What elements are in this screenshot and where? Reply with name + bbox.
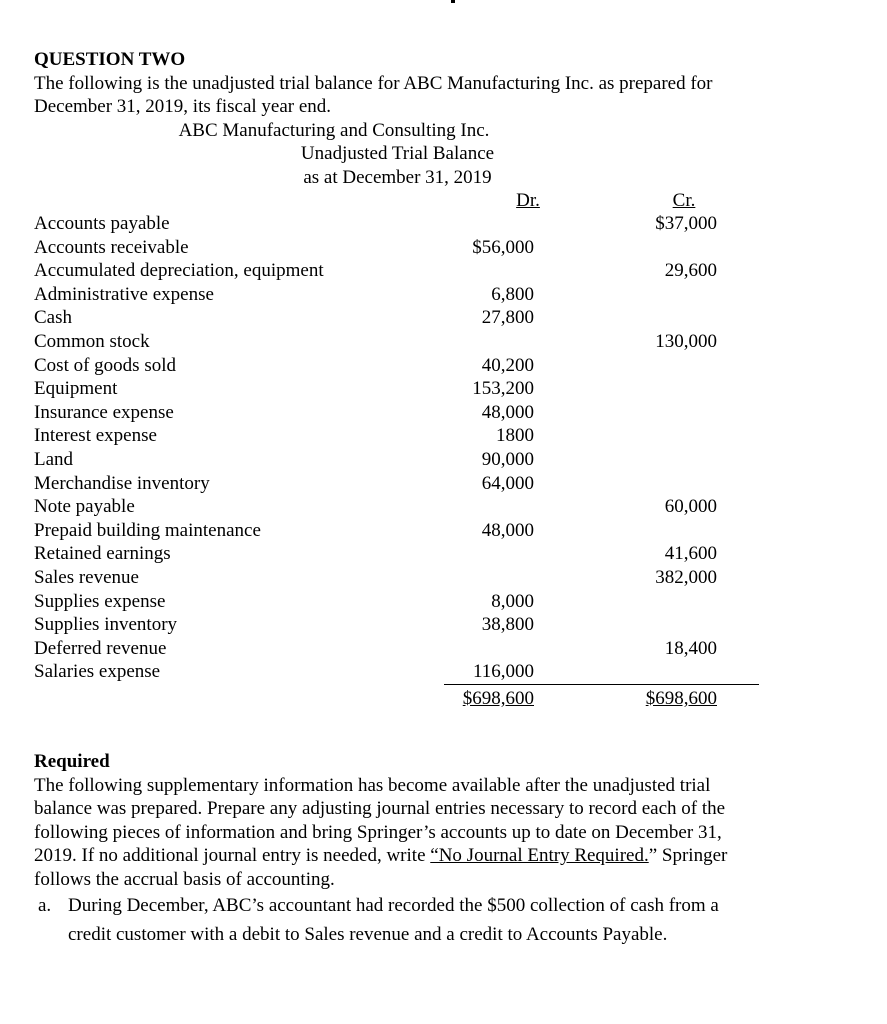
debit-amount: $56,000	[472, 236, 534, 258]
total-rule-line	[444, 684, 759, 685]
debit-amount: 153,200	[472, 378, 534, 400]
account-name: Deferred revenue	[34, 637, 167, 659]
debit-amount: 116,000	[472, 661, 534, 683]
question-title: QUESTION TWO	[34, 49, 186, 70]
account-name: Sales revenue	[34, 566, 139, 588]
document-page	[34, 48, 764, 949]
account-name: Prepaid building maintenance	[34, 519, 261, 541]
debit-amount: 6,800	[491, 283, 534, 305]
table-row	[34, 306, 764, 330]
page-artifact-mark	[451, 0, 455, 3]
account-name: Land	[34, 448, 74, 470]
account-name: Supplies inventory	[34, 614, 178, 636]
list-item	[34, 891, 764, 949]
table-row	[34, 377, 764, 401]
required-instructions	[34, 774, 764, 892]
table-header	[34, 189, 764, 212]
account-name: Equipment	[34, 378, 118, 400]
instructions-text: The following supplementary information has become available after the unadjusted trial balance was prepared. Prepare any adjusting journal entries necessary to record each of the following pieces of information and bring Springer’s accounts up to date on December 31, 2019. If no additional journal entry is needed, write	[34, 774, 726, 867]
account-name: Retained earnings	[34, 543, 171, 565]
credit-amount: 60,000	[664, 496, 717, 518]
table-row	[34, 212, 764, 236]
credit-amount: $37,000	[655, 213, 717, 234]
required-section	[34, 750, 764, 949]
debit-amount: 40,200	[481, 354, 534, 376]
table-body	[34, 212, 764, 685]
debit-amount: 27,800	[481, 307, 534, 329]
table-row	[34, 613, 764, 637]
required-heading: Required	[34, 751, 110, 773]
table-row	[34, 401, 764, 425]
credit-amount: 382,000	[655, 566, 717, 588]
table-row	[34, 637, 764, 661]
statement-title: Unadjusted Trial Balance	[300, 143, 495, 164]
account-name: Accounts payable	[34, 213, 170, 234]
table-row	[34, 472, 764, 496]
table-row	[34, 519, 764, 543]
account-name: Common stock	[34, 330, 150, 352]
debit-amount: 48,000	[481, 519, 534, 541]
item-text: During December, ABC’s accountant had recorded the $500 collection of cash from a credit customer with a debit to Sales revenue and a credit to Accounts Payable.	[68, 895, 719, 946]
item-label: a.	[38, 895, 52, 917]
no-entry-phrase: “No Journal Entry Required.	[430, 845, 649, 867]
account-name: Accumulated depreciation, equipment	[34, 260, 324, 282]
account-name: Supplies expense	[34, 590, 166, 612]
account-name: Insurance expense	[34, 401, 174, 423]
credit-amount: 130,000	[655, 330, 717, 352]
table-row	[34, 660, 764, 684]
question-intro: The following is the unadjusted trial balance for ABC Manufacturing Inc. as prepared for December 31, 2019, its fiscal year end.	[34, 72, 713, 117]
credit-column-header: Cr.	[672, 190, 696, 211]
totals-row	[34, 687, 764, 711]
credit-amount: 41,600	[664, 543, 717, 565]
total-debit: $698,600	[462, 687, 534, 709]
account-name: Accounts receivable	[34, 236, 189, 258]
account-name: Note payable	[34, 496, 135, 518]
account-name: Interest expense	[34, 425, 157, 447]
table-row	[34, 330, 764, 354]
credit-amount: 18,400	[664, 637, 717, 659]
account-name: Administrative expense	[34, 283, 214, 305]
statement-date: as at December 31, 2019	[303, 166, 492, 188]
table-row	[34, 236, 764, 260]
instructions-text-end: ” Springer follows the accrual basis of accounting.	[34, 845, 728, 890]
table-row	[34, 566, 764, 590]
total-credit: $698,600	[645, 687, 717, 709]
account-name: Cost of goods sold	[34, 354, 176, 376]
trial-balance-table	[34, 189, 764, 710]
debit-amount: 1800	[496, 425, 534, 447]
table-row	[34, 424, 764, 448]
table-row	[34, 354, 764, 378]
credit-amount: 29,600	[664, 260, 717, 282]
account-name: Salaries expense	[34, 661, 161, 683]
company-name: ABC Manufacturing and Consulting Inc.	[178, 119, 490, 141]
table-row	[34, 495, 764, 519]
table-row	[34, 590, 764, 614]
table-row	[34, 448, 764, 472]
debit-amount: 38,800	[481, 614, 534, 636]
debit-amount: 90,000	[481, 448, 534, 470]
account-name: Merchandise inventory	[34, 472, 210, 494]
debit-amount: 48,000	[481, 401, 534, 423]
table-row	[34, 542, 764, 566]
debit-amount: 64,000	[481, 472, 534, 494]
debit-amount: 8,000	[491, 590, 534, 612]
table-row	[34, 283, 764, 307]
account-name: Cash	[34, 307, 72, 329]
table-row	[34, 259, 764, 283]
debit-column-header: Dr.	[516, 190, 540, 211]
